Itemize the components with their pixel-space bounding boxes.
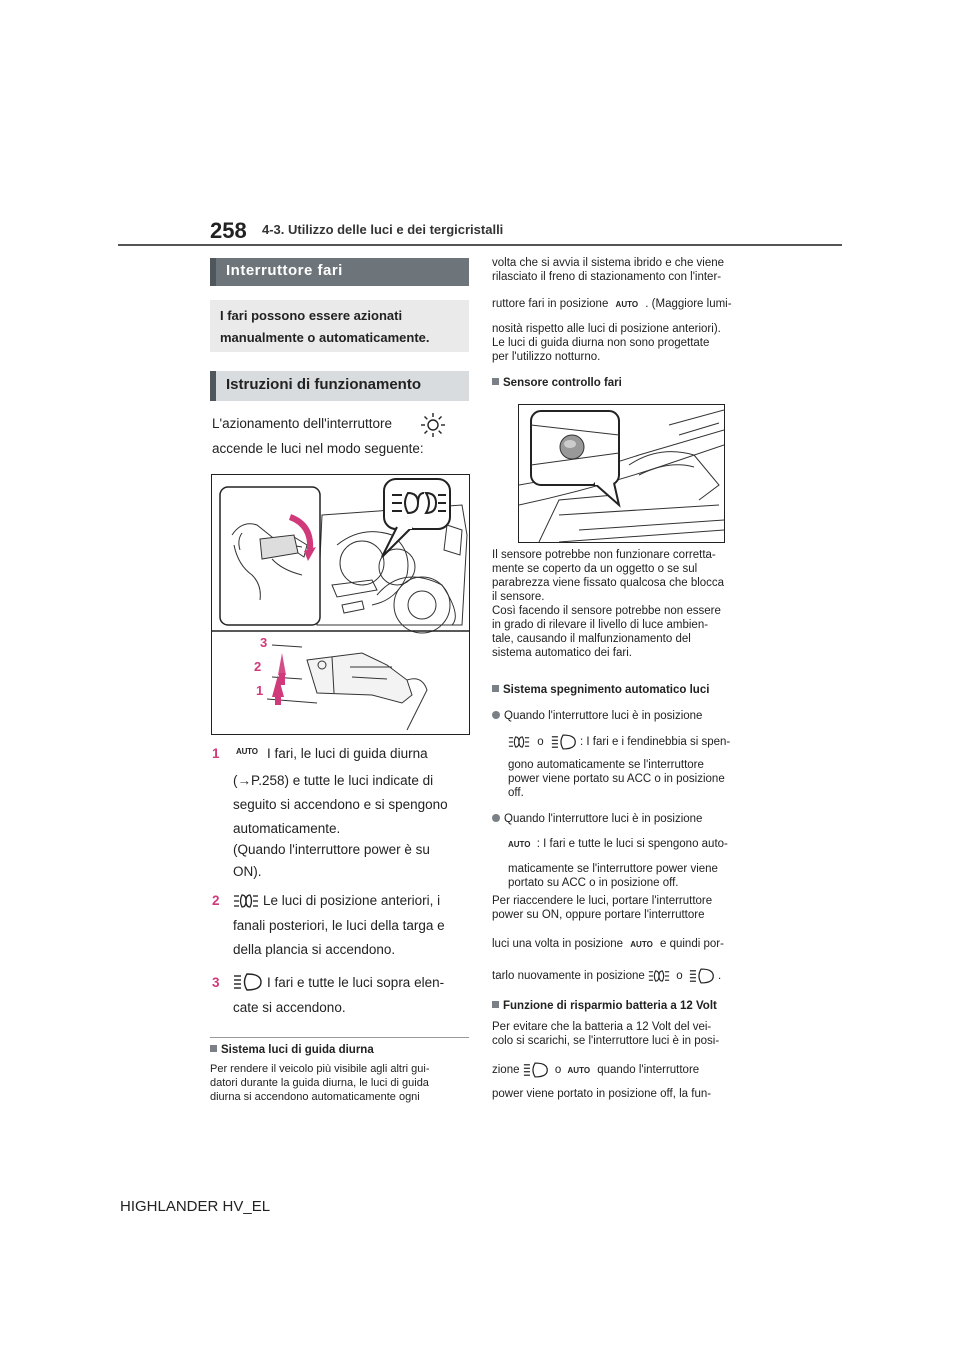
figure-label-3: 3 — [260, 635, 268, 650]
subtitle-bar-text: Istruzioni di funzionamento — [226, 376, 421, 393]
header-rule — [118, 244, 842, 246]
battery-line-2: colo si scarichi, se l'interruttore luci è in posi- — [492, 1035, 720, 1047]
sensor-line-2: mente se coperto da un oggetto o se sul — [492, 563, 698, 575]
item-number-2: 2 — [212, 893, 220, 908]
parking-lights-icon — [648, 969, 670, 983]
relight-line-1: Per riaccendere le luci, portare l'interruttore — [492, 895, 713, 907]
bullet-2-icons-line — [508, 837, 728, 852]
headlights-icon — [551, 733, 577, 751]
sensor-heading — [492, 377, 622, 389]
headlights-icon — [523, 1061, 549, 1079]
bullet-2 — [492, 812, 702, 826]
sensor-figure — [518, 404, 725, 543]
or-word: o — [554, 1064, 562, 1077]
subtitle-bar — [210, 371, 469, 401]
bullet-2-line-1: maticamente se l'interruttore power viene — [508, 863, 718, 875]
headlights-icon — [233, 972, 263, 992]
battery-line-3 — [492, 1061, 699, 1079]
square-bullet-icon — [492, 378, 499, 385]
bullet-1-icons-line — [508, 733, 730, 751]
cont-line-3a: ruttore fari in posizione — [492, 298, 609, 310]
sensor-line-5: Così facendo il sensore potrebbe non essere — [492, 605, 721, 617]
bullet-1-text: Quando l'interruttore luci è in posizione — [504, 710, 703, 722]
square-bullet-icon — [492, 685, 499, 692]
item-1-line-4: automaticamente. — [233, 821, 341, 836]
bullet-1-line-3: off. — [508, 787, 524, 799]
auto-off-heading-text: Sistema spegnimento automatico luci — [503, 684, 710, 696]
sensor-line-7: tale, causando il malfunzionamento del — [492, 633, 691, 645]
headlight-switch-illustration — [212, 475, 469, 734]
figure-label-2: 2 — [254, 659, 262, 674]
bullet-2-text: Quando l'interruttore luci è in posizione — [504, 813, 703, 825]
auto-icon: AUTO — [630, 940, 653, 949]
round-bullet-icon — [492, 814, 500, 822]
battery-heading — [492, 1000, 717, 1012]
bullet-1-line-1: gono automaticamente se l'interruttore — [508, 759, 704, 771]
relight-line-3 — [492, 937, 724, 952]
intro-line-2: accende le luci nel modo seguente: — [212, 441, 424, 456]
page-number: 258 — [210, 218, 247, 243]
relight-c: tarlo nuovamente in posizione — [492, 970, 645, 983]
bullet-1 — [492, 709, 702, 723]
intro-line-1: L'azionamento dell'interruttore — [212, 416, 393, 431]
item-1-line-6: ON). — [233, 864, 262, 879]
sensor-line-1: Il sensore potrebbe non funzionare corretta- — [492, 549, 716, 561]
headlight-switch-figure — [211, 474, 470, 735]
footer-model: HIGHLANDER HV_EL — [120, 1198, 271, 1215]
parking-lights-icon — [233, 893, 259, 909]
item-number-3: 3 — [212, 975, 220, 990]
notes-rule — [210, 1037, 469, 1038]
cont-line-2: rilasciato il freno di stazionamento con l'inter- — [492, 271, 722, 283]
auto-off-heading — [492, 684, 709, 696]
item-3-line-2: cate si accendono. — [233, 1000, 346, 1015]
bullet-2-tail: : I fari e tutte le luci si spengono auto- — [536, 838, 728, 850]
relight-line-2: power su ON, oppure portare l'interruttore — [492, 909, 705, 921]
item-2-line-3: della plancia si accendono. — [233, 942, 396, 957]
relight-b: e quindi por- — [660, 938, 724, 950]
drl-line-3: diurna si accendono automaticamente ogni — [210, 1091, 420, 1103]
battery-line-4: power viene portato in posizione off, la fun- — [492, 1088, 712, 1100]
cont2-line-1: nosità rispetto alle luci di posizione anteriori). — [492, 323, 721, 335]
item-2-line-1: Le luci di posizione anteriori, i — [263, 893, 441, 908]
bullet-1-line-2: power viene portato su ACC o in posizione — [508, 773, 725, 785]
cont-line-3b: . (Maggiore lumi- — [645, 298, 732, 310]
sensor-line-6: in grado di rilevare il livello di luce ambien- — [492, 619, 709, 631]
parking-lights-icon — [508, 735, 530, 749]
headlights-icon — [689, 967, 715, 985]
battery-b: quando l'interruttore — [597, 1064, 700, 1077]
item-1-line-1: I fari, le luci di guida diurna — [267, 746, 428, 761]
drl-line-2: datori durante la guida diurna, le luci di guida — [210, 1077, 429, 1089]
cont2-line-2: Le luci di guida diurna non sono progettate — [492, 337, 710, 349]
battery-heading-text: Funzione di risparmio batteria a 12 Volt — [503, 1000, 717, 1012]
relight-end: . — [718, 970, 722, 983]
sensor-illustration — [519, 405, 724, 542]
sensor-line-3: parabrezza viene fissato qualcosa che blocca — [492, 577, 725, 589]
item-1-line-3: seguito si accendono e si spengono — [233, 797, 448, 812]
bullet-2-line-2: portato su ACC o in posizione off. — [508, 877, 679, 889]
headlight-switch-icon — [420, 412, 446, 438]
drl-line-1: Per rendere il veicolo più visibile agli altri gui- — [210, 1063, 430, 1075]
sensor-heading-text: Sensore controllo fari — [503, 377, 622, 389]
square-bullet-icon — [210, 1045, 217, 1052]
cont-line-3 — [492, 297, 732, 312]
item-3-line-1: I fari e tutte le luci sopra elen- — [267, 975, 445, 990]
auto-icon: AUTO — [236, 747, 258, 756]
figure-label-1: 1 — [256, 683, 264, 698]
sensor-line-4: il sensore. — [492, 591, 545, 603]
square-bullet-icon — [492, 1001, 499, 1008]
item-2-line-2: fanali posteriori, le luci della targa e — [233, 918, 445, 933]
round-bullet-icon — [492, 711, 500, 719]
or-word: o — [676, 970, 683, 983]
lead-line-2: manualmente o automaticamente. — [220, 330, 430, 345]
drl-heading-text: Sistema luci di guida diurna — [221, 1044, 374, 1056]
auto-icon: AUTO — [567, 1066, 591, 1076]
title-bar-text: Interruttore fari — [226, 262, 343, 279]
item-number-1: 1 — [212, 746, 220, 761]
battery-a: zione — [492, 1064, 520, 1077]
lead-line-1: I fari possono essere azionati — [220, 308, 403, 323]
or-word: o — [537, 736, 544, 749]
auto-icon: AUTO — [508, 840, 531, 849]
item-1-line-5: (Quando l'interruttore power è su — [233, 842, 430, 857]
relight-line-4 — [492, 967, 721, 985]
relight-a: luci una volta in posizione — [492, 938, 624, 950]
sensor-line-8: sistema automatico dei fari. — [492, 647, 632, 659]
title-bar — [210, 258, 469, 286]
lead-box — [210, 300, 469, 352]
cont-line-1: volta che si avvia il sistema ibrido e che viene — [492, 257, 725, 269]
section-title: 4-3. Utilizzo delle luci e dei tergicristalli — [262, 222, 504, 237]
item-1-line-2: (→P.258) e tutte le luci indicate di — [233, 773, 434, 788]
cont2-line-3: per l'utilizzo notturno. — [492, 351, 601, 363]
battery-line-1: Per evitare che la batteria a 12 Volt del vei- — [492, 1021, 712, 1033]
auto-icon: AUTO — [615, 300, 639, 309]
drl-heading — [210, 1044, 374, 1056]
bullet-1-tail: : I fari e i fendinebbia si spen- — [580, 736, 731, 749]
